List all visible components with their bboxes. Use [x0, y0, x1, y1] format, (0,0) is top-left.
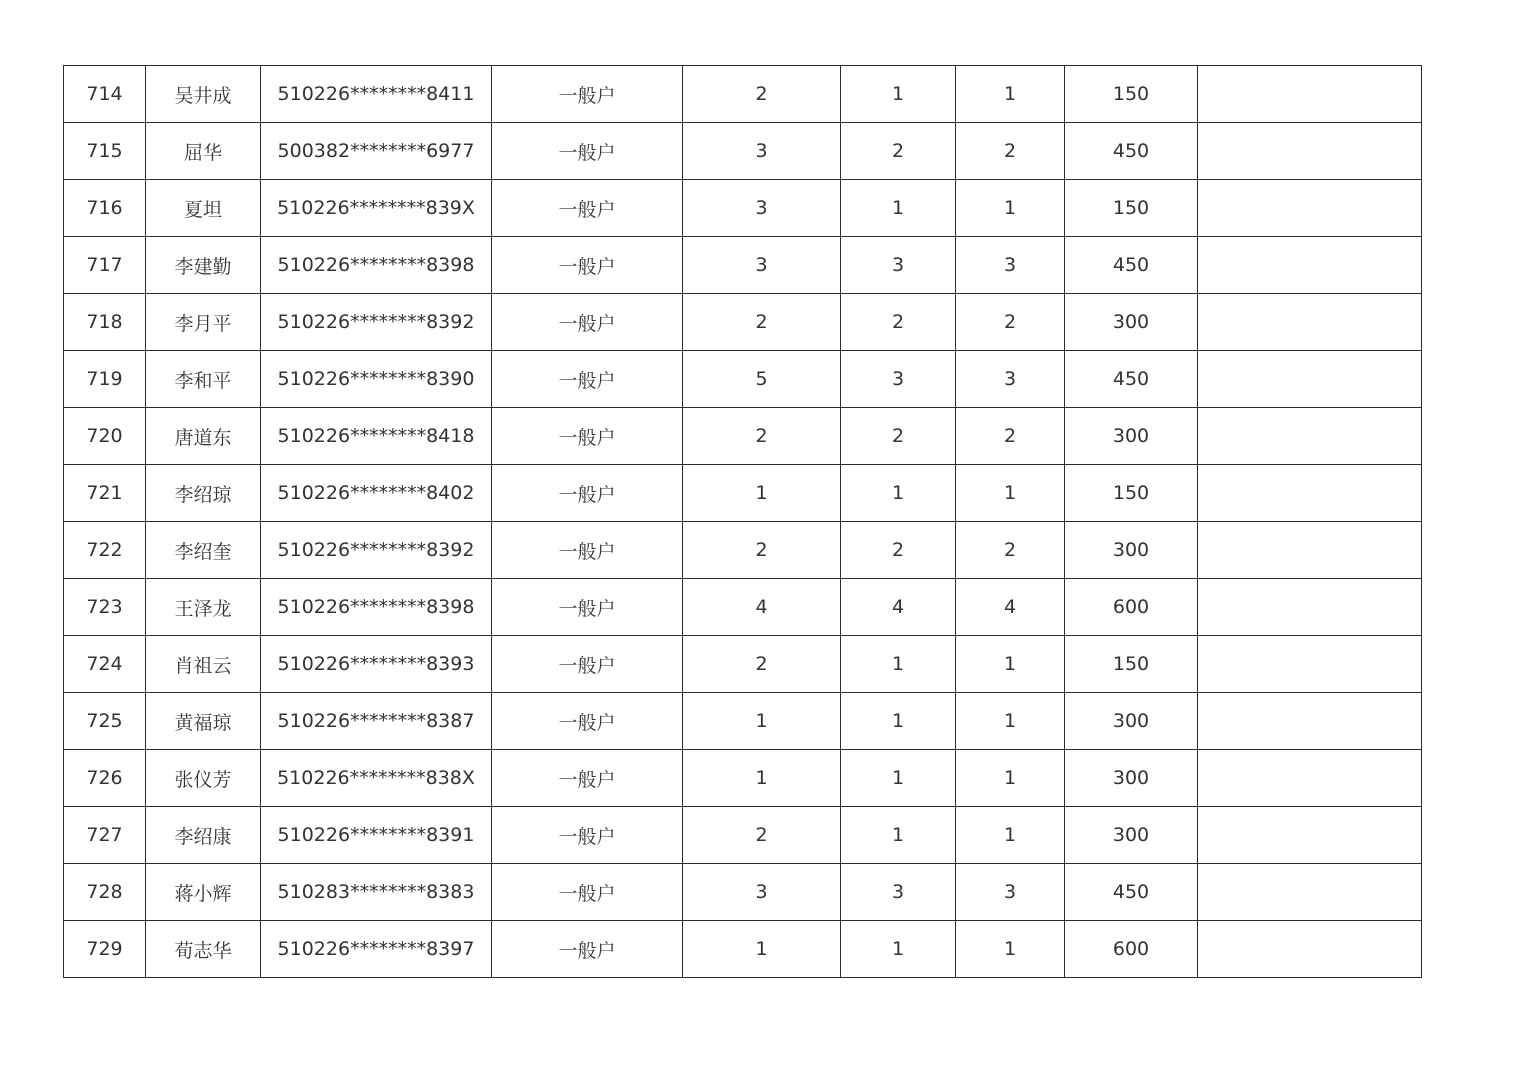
name-cell: 屈华: [146, 123, 261, 180]
name-cell: 荀志华: [146, 921, 261, 978]
count-a-cell: 1: [683, 693, 841, 750]
count-c-cell: 2: [956, 123, 1065, 180]
household-type-cell: 一般户: [492, 180, 683, 237]
table-row: [64, 465, 1422, 522]
amount-cell: 300: [1065, 294, 1198, 351]
id-number-cell: 510226********8392: [261, 294, 492, 351]
id-number-cell: 510226********8391: [261, 807, 492, 864]
name-cell: 李绍奎: [146, 522, 261, 579]
name-cell: 张仪芳: [146, 750, 261, 807]
table-row: [64, 750, 1422, 807]
count-c-cell: 1: [956, 636, 1065, 693]
household-type-cell: 一般户: [492, 807, 683, 864]
id-number-cell: 510226********8390: [261, 351, 492, 408]
table-row: [64, 237, 1422, 294]
row-number-cell: 726: [64, 750, 146, 807]
id-number-cell: 510226********8398: [261, 237, 492, 294]
count-b-cell: 1: [841, 921, 956, 978]
count-a-cell: 3: [683, 864, 841, 921]
count-a-cell: 2: [683, 294, 841, 351]
note-cell: [1198, 408, 1422, 465]
count-c-cell: 1: [956, 693, 1065, 750]
count-a-cell: 2: [683, 522, 841, 579]
row-number-cell: 727: [64, 807, 146, 864]
name-cell: 夏坦: [146, 180, 261, 237]
table-row: [64, 693, 1422, 750]
amount-cell: 450: [1065, 237, 1198, 294]
count-c-cell: 2: [956, 522, 1065, 579]
name-cell: 李和平: [146, 351, 261, 408]
id-number-cell: 510226********839X: [261, 180, 492, 237]
count-a-cell: 3: [683, 180, 841, 237]
household-type-cell: 一般户: [492, 636, 683, 693]
table-row: [64, 579, 1422, 636]
note-cell: [1198, 465, 1422, 522]
name-cell: 黄福琼: [146, 693, 261, 750]
amount-cell: 150: [1065, 465, 1198, 522]
count-c-cell: 3: [956, 351, 1065, 408]
note-cell: [1198, 921, 1422, 978]
row-number-cell: 725: [64, 693, 146, 750]
name-cell: 李绍琼: [146, 465, 261, 522]
row-number-cell: 718: [64, 294, 146, 351]
count-a-cell: 2: [683, 636, 841, 693]
note-cell: [1198, 294, 1422, 351]
row-number-cell: 723: [64, 579, 146, 636]
count-c-cell: 1: [956, 807, 1065, 864]
id-number-cell: 510226********838X: [261, 750, 492, 807]
amount-cell: 450: [1065, 864, 1198, 921]
table-row: [64, 351, 1422, 408]
count-a-cell: 5: [683, 351, 841, 408]
count-a-cell: 4: [683, 579, 841, 636]
id-number-cell: 510283********8383: [261, 864, 492, 921]
amount-cell: 300: [1065, 522, 1198, 579]
count-b-cell: 3: [841, 351, 956, 408]
amount-cell: 300: [1065, 750, 1198, 807]
row-number-cell: 716: [64, 180, 146, 237]
count-a-cell: 2: [683, 66, 841, 123]
amount-cell: 300: [1065, 807, 1198, 864]
count-a-cell: 2: [683, 408, 841, 465]
id-number-cell: 510226********8398: [261, 579, 492, 636]
household-type-cell: 一般户: [492, 351, 683, 408]
household-type-cell: 一般户: [492, 921, 683, 978]
count-a-cell: 3: [683, 123, 841, 180]
household-type-cell: 一般户: [492, 693, 683, 750]
note-cell: [1198, 351, 1422, 408]
id-number-cell: 510226********8418: [261, 408, 492, 465]
count-c-cell: 1: [956, 465, 1065, 522]
count-b-cell: 3: [841, 237, 956, 294]
count-b-cell: 2: [841, 294, 956, 351]
name-cell: 李建勤: [146, 237, 261, 294]
household-type-cell: 一般户: [492, 66, 683, 123]
row-number-cell: 715: [64, 123, 146, 180]
note-cell: [1198, 237, 1422, 294]
household-type-cell: 一般户: [492, 123, 683, 180]
amount-cell: 150: [1065, 180, 1198, 237]
note-cell: [1198, 579, 1422, 636]
count-a-cell: 1: [683, 465, 841, 522]
name-cell: 李绍康: [146, 807, 261, 864]
household-type-cell: 一般户: [492, 522, 683, 579]
amount-cell: 450: [1065, 351, 1198, 408]
amount-cell: 300: [1065, 693, 1198, 750]
amount-cell: 150: [1065, 636, 1198, 693]
count-b-cell: 1: [841, 66, 956, 123]
count-b-cell: 1: [841, 807, 956, 864]
row-number-cell: 728: [64, 864, 146, 921]
count-c-cell: 1: [956, 180, 1065, 237]
count-b-cell: 2: [841, 123, 956, 180]
count-b-cell: 3: [841, 864, 956, 921]
count-b-cell: 2: [841, 522, 956, 579]
household-type-cell: 一般户: [492, 579, 683, 636]
name-cell: 李月平: [146, 294, 261, 351]
amount-cell: 600: [1065, 579, 1198, 636]
amount-cell: 300: [1065, 408, 1198, 465]
count-c-cell: 1: [956, 66, 1065, 123]
count-b-cell: 4: [841, 579, 956, 636]
id-number-cell: 510226********8411: [261, 66, 492, 123]
count-a-cell: 1: [683, 921, 841, 978]
household-type-cell: 一般户: [492, 408, 683, 465]
note-cell: [1198, 522, 1422, 579]
name-cell: 蒋小辉: [146, 864, 261, 921]
name-cell: 唐道东: [146, 408, 261, 465]
count-a-cell: 1: [683, 750, 841, 807]
table-row: [64, 864, 1422, 921]
count-c-cell: 2: [956, 408, 1065, 465]
count-c-cell: 2: [956, 294, 1065, 351]
table-row: [64, 636, 1422, 693]
household-type-cell: 一般户: [492, 294, 683, 351]
household-type-cell: 一般户: [492, 465, 683, 522]
household-type-cell: 一般户: [492, 864, 683, 921]
count-b-cell: 1: [841, 693, 956, 750]
table-row: [64, 408, 1422, 465]
table-row: [64, 123, 1422, 180]
count-b-cell: 1: [841, 750, 956, 807]
row-number-cell: 722: [64, 522, 146, 579]
count-c-cell: 3: [956, 864, 1065, 921]
row-number-cell: 721: [64, 465, 146, 522]
name-cell: 肖祖云: [146, 636, 261, 693]
note-cell: [1198, 636, 1422, 693]
table-row: [64, 294, 1422, 351]
note-cell: [1198, 180, 1422, 237]
count-a-cell: 3: [683, 237, 841, 294]
count-b-cell: 1: [841, 180, 956, 237]
id-number-cell: 510226********8397: [261, 921, 492, 978]
table-row: [64, 921, 1422, 978]
name-cell: 吴井成: [146, 66, 261, 123]
row-number-cell: 724: [64, 636, 146, 693]
count-b-cell: 2: [841, 408, 956, 465]
roster-body: [64, 66, 1422, 978]
id-number-cell: 510226********8392: [261, 522, 492, 579]
table-row: [64, 807, 1422, 864]
row-number-cell: 714: [64, 66, 146, 123]
roster-table: [63, 65, 1422, 978]
amount-cell: 450: [1065, 123, 1198, 180]
count-b-cell: 1: [841, 636, 956, 693]
row-number-cell: 719: [64, 351, 146, 408]
note-cell: [1198, 123, 1422, 180]
count-c-cell: 3: [956, 237, 1065, 294]
count-a-cell: 2: [683, 807, 841, 864]
amount-cell: 600: [1065, 921, 1198, 978]
note-cell: [1198, 807, 1422, 864]
id-number-cell: 500382********6977: [261, 123, 492, 180]
id-number-cell: 510226********8402: [261, 465, 492, 522]
id-number-cell: 510226********8393: [261, 636, 492, 693]
note-cell: [1198, 864, 1422, 921]
note-cell: [1198, 66, 1422, 123]
row-number-cell: 717: [64, 237, 146, 294]
count-c-cell: 1: [956, 750, 1065, 807]
count-c-cell: 4: [956, 579, 1065, 636]
household-type-cell: 一般户: [492, 237, 683, 294]
id-number-cell: 510226********8387: [261, 693, 492, 750]
household-type-cell: 一般户: [492, 750, 683, 807]
name-cell: 王泽龙: [146, 579, 261, 636]
row-number-cell: 729: [64, 921, 146, 978]
amount-cell: 150: [1065, 66, 1198, 123]
note-cell: [1198, 750, 1422, 807]
table-row: [64, 66, 1422, 123]
row-number-cell: 720: [64, 408, 146, 465]
note-cell: [1198, 693, 1422, 750]
table-row: [64, 180, 1422, 237]
count-b-cell: 1: [841, 465, 956, 522]
count-c-cell: 1: [956, 921, 1065, 978]
table-row: [64, 522, 1422, 579]
